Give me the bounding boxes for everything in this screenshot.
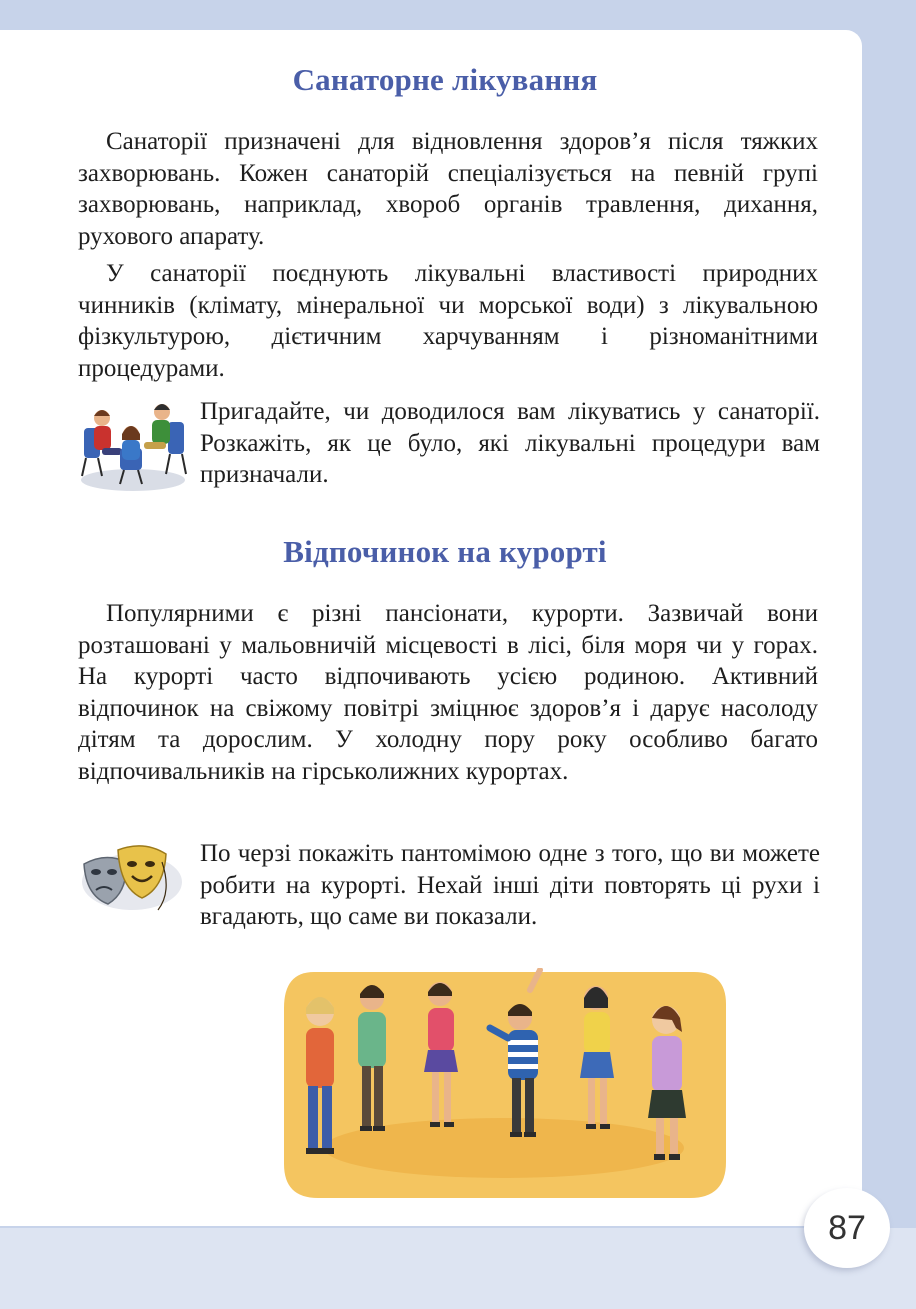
group-discussion-icon [76,398,190,494]
task-resort: По черзі покажіть пантомімою одне з того, що ви можете робити на курорті. Нехай інші діти повторять ці рухи і вгадають, що саме ви показали. [200,840,820,930]
children-pantomime-illustration [284,968,726,1200]
page-frame-bottom [0,1228,916,1309]
paragraph-resort-1: Популярними є різні пансіонати, курорти. Зазвичай вони розташовані у мальовничій місцевості в лісі, біля моря чи у горах. На курорті часто відпочивають усією родиною. Активний відпочинок на свіжому повітрі зміцнює здоров’я і дарує насолоду дітям та дорослим. У холодну пору року особливо багато відпочивальників на гірськолижних курортах. [78,600,818,785]
page-number: 87 [828,1208,866,1247]
theatre-masks-icon [78,842,182,916]
section-title-resort: Відпочинок на курорті [283,534,607,569]
page-number-badge [804,1188,890,1268]
task-sanatorium: Пригадайте, чи доводилося вам лікуватись у санаторії. Розкажіть, як це було, які лікувальні процедури вам призначали. [200,398,820,488]
paragraph-sanatorium-1: Санаторії призначені для відновлення здоров’я після тяжких захворювань. Кожен санаторій спеціалізується на певній групі захворювань, наприклад, хвороб органів травлення, дихання, рухового апарату. [78,128,818,250]
paragraph-sanatorium-2: У санаторії поєднують лікувальні властивості природних чинників (клімату, мінеральної чи морської води) з лікувальною фізкультурою, дієтичним харчуванням і різноманітними процедурами. [78,260,818,382]
section-title-sanatorium: Санаторне лікування [292,62,598,97]
